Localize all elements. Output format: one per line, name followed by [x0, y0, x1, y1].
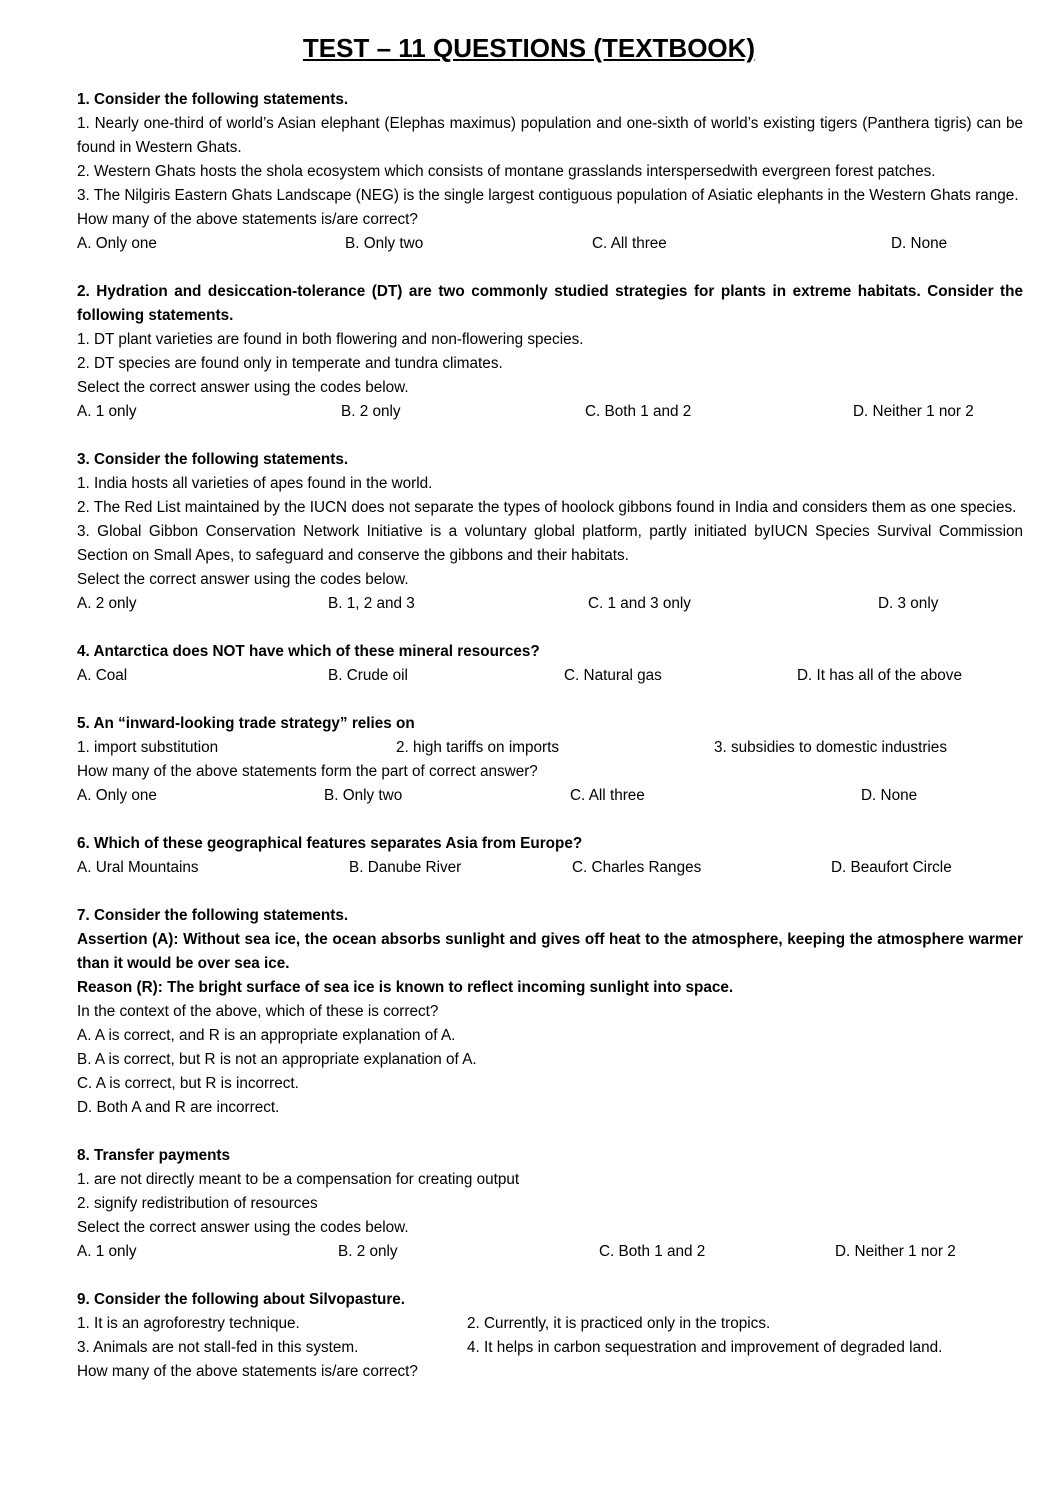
- question-header: 8. Transfer payments: [77, 1147, 231, 1164]
- option-c: C. All three: [592, 235, 667, 252]
- option-d: D. It has all of the above: [797, 667, 962, 684]
- question-header: 5. An “inward-looking trade strategy” relies on: [77, 715, 415, 732]
- statements-row: [77, 1336, 1023, 1360]
- option-b: B. Only two: [324, 787, 403, 804]
- statement: 2. The Red List maintained by the IUCN does not separate the types of hoolock gibbons found in India and considers them as one species.: [77, 499, 1017, 516]
- option-a: A. Coal: [77, 667, 128, 684]
- option-a: A. 1 only: [77, 403, 137, 420]
- options-row: [77, 664, 1023, 688]
- option-d: D. Beaufort Circle: [831, 859, 952, 876]
- option-c: C. A is correct, but R is incorrect.: [77, 1075, 299, 1092]
- statement: 2. signify redistribution of resources: [77, 1195, 318, 1212]
- option-d: D. Both A and R are incorrect.: [77, 1099, 280, 1116]
- question-header: 9. Consider the following about Silvopasture.: [77, 1291, 406, 1308]
- option-a: A. 2 only: [77, 595, 137, 612]
- question-header: 4. Antarctica does NOT have which of these mineral resources?: [77, 643, 540, 660]
- options-row: [77, 592, 1023, 616]
- reason: Reason (R): The bright surface of sea ice is known to reflect incoming sunlight into space.: [77, 979, 734, 996]
- statement: 3. subsidies to domestic industries: [714, 739, 947, 756]
- question-prompt: Select the correct answer using the codes below.: [77, 571, 409, 588]
- option-d: D. Neither 1 nor 2: [853, 403, 974, 420]
- question-prompt: How many of the above statements is/are correct?: [77, 1363, 418, 1380]
- statement: 1. are not directly meant to be a compensation for creating output: [77, 1171, 520, 1188]
- statements-row: [77, 1312, 1023, 1336]
- question-header: 7. Consider the following statements.: [77, 907, 349, 924]
- option-c: C. Natural gas: [564, 667, 662, 684]
- option-d: D. Neither 1 nor 2: [835, 1243, 956, 1260]
- statement: 1. DT plant varieties are found in both flowering and non-flowering species.: [77, 331, 584, 348]
- statement: 3. Global Gibbon Conservation Network Initiative is a voluntary global platform, partly initiated byIUCN Species Survival Commission Section on Small Apes, to safeguard and conserve the gibbons and their habitats.: [77, 523, 1023, 564]
- option-c: C. 1 and 3 only: [588, 595, 691, 612]
- question-7: [77, 904, 1023, 1120]
- statement: 4. It helps in carbon sequestration and improvement of degraded land.: [467, 1339, 943, 1356]
- options-row: [77, 400, 1023, 424]
- question-1: [77, 88, 1023, 256]
- option-b: B. Crude oil: [328, 667, 408, 684]
- question-2: [77, 280, 1023, 424]
- statement: 1. It is an agroforestry technique.: [77, 1315, 300, 1332]
- option-b: B. A is correct, but R is not an appropriate explanation of A.: [77, 1051, 477, 1068]
- statement: 2. Western Ghats hosts the shola ecosystem which consists of montane grasslands interspersedwith evergreen forest patches.: [77, 163, 936, 180]
- option-c: C. Charles Ranges: [572, 859, 702, 876]
- option-a: A. Only one: [77, 235, 157, 252]
- statements-row: [77, 736, 1023, 760]
- option-b: B. Only two: [345, 235, 424, 252]
- option-d: D. None: [861, 787, 918, 804]
- option-a: A. A is correct, and R is an appropriate explanation of A.: [77, 1027, 456, 1044]
- option-c: C. All three: [570, 787, 645, 804]
- statement: 2. Currently, it is practiced only in the tropics.: [467, 1315, 771, 1332]
- question-6: [77, 832, 1023, 880]
- question-3: [77, 448, 1023, 616]
- options-row: [77, 1240, 1023, 1264]
- option-a: A. 1 only: [77, 1243, 137, 1260]
- question-list: [77, 88, 1023, 1408]
- question-prompt: Select the correct answer using the codes below.: [77, 379, 409, 396]
- question-header: 2. Hydration and desiccation-tolerance (DT) are two commonly studied strategies for plants in extreme habitats. Consider the following statements.: [77, 283, 1023, 324]
- question-header: 1. Consider the following statements.: [77, 91, 349, 108]
- options-row: [77, 784, 1023, 808]
- option-c: C. Both 1 and 2: [599, 1243, 706, 1260]
- question-9: [77, 1288, 1023, 1384]
- question-5: [77, 712, 1023, 808]
- statement: 3. The Nilgiris Eastern Ghats Landscape (NEG) is the single largest contiguous population of Asiatic elephants in the Western Ghats range.: [77, 187, 1019, 204]
- assertion: Assertion (A): Without sea ice, the ocean absorbs sunlight and gives off heat to the atmosphere, keeping the atmosphere warmer than it would be over sea ice.: [77, 931, 1023, 972]
- option-b: B. 2 only: [338, 1243, 398, 1260]
- option-d: D. None: [891, 235, 948, 252]
- question-header: 6. Which of these geographical features separates Asia from Europe?: [77, 835, 583, 852]
- options-row: [77, 856, 1023, 880]
- option-a: A. Only one: [77, 787, 157, 804]
- statement: 1. import substitution: [77, 739, 219, 756]
- statement: 1. India hosts all varieties of apes found in the world.: [77, 475, 433, 492]
- statement: 1. Nearly one-third of world’s Asian elephant (Elephas maximus) population and one-sixth of world’s existing tigers (Panthera tigris) can be found in Western Ghats.: [77, 115, 1023, 156]
- option-a: A. Ural Mountains: [77, 859, 199, 876]
- question-prompt: How many of the above statements form the part of correct answer?: [77, 763, 538, 780]
- page-title: TEST – 11 QUESTIONS (TEXTBOOK): [302, 33, 756, 63]
- question-header: 3. Consider the following statements.: [77, 451, 349, 468]
- question-prompt: In the context of the above, which of these is correct?: [77, 1003, 439, 1020]
- options-row: [77, 232, 1023, 256]
- statement: 2. DT species are found only in temperate and tundra climates.: [77, 355, 503, 372]
- option-c: C. Both 1 and 2: [585, 403, 692, 420]
- statement: 3. Animals are not stall-fed in this system.: [77, 1339, 359, 1356]
- question-4: [77, 640, 1023, 688]
- option-b: B. 2 only: [341, 403, 401, 420]
- option-b: B. 1, 2 and 3: [328, 595, 415, 612]
- statement: 2. high tariffs on imports: [396, 739, 559, 756]
- question-prompt: Select the correct answer using the codes below.: [77, 1219, 409, 1236]
- question-prompt: How many of the above statements is/are correct?: [77, 211, 418, 228]
- question-8: [77, 1144, 1023, 1264]
- option-b: B. Danube River: [349, 859, 462, 876]
- option-d: D. 3 only: [878, 595, 939, 612]
